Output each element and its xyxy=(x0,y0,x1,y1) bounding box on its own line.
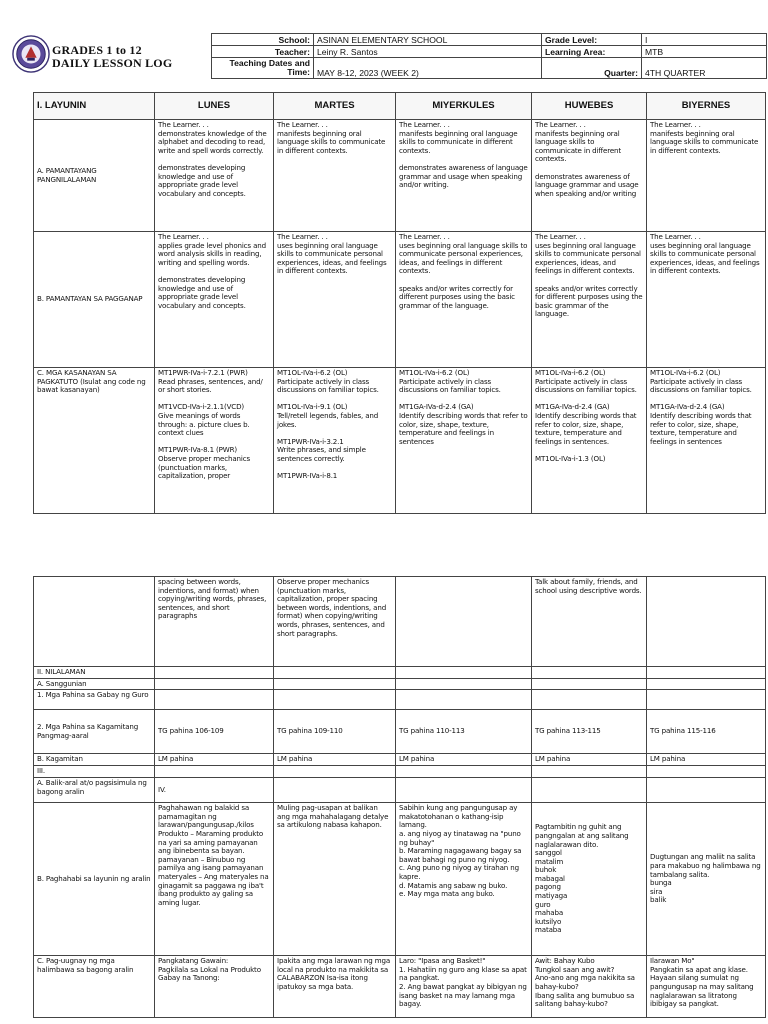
col-header-miyerkules: MIYERKULES xyxy=(396,93,532,120)
table-cell xyxy=(274,690,396,710)
table-cell: LM pahina xyxy=(155,754,274,766)
table-row xyxy=(34,803,766,956)
grade-label: Grade Level: xyxy=(542,34,642,46)
table-cell: Pangkatang Gawain: Pagkilala sa Lokal na Produkto Gabay na Tanong: xyxy=(155,956,274,1018)
table-cell xyxy=(274,667,396,679)
table-row xyxy=(34,778,766,803)
row-label: B. PAMANTAYAN SA PAGGANAP xyxy=(34,232,155,368)
table-cell: MT1OL-IVa-i-6.2 (OL) Participate actively in class discussions on familiar topics. MT1GA-IVa-d-2.4 (GA) Identify describing words that refer to color, size, shape, texture, temperature and feelings in sentences xyxy=(396,368,532,514)
dates-value: MAY 8-12, 2023 (WEEK 2) xyxy=(314,58,542,79)
table-cell: The Learner. . . uses beginning oral language skills to communicate personal experiences, ideas, and feelings in different contexts. speaks and/or writes correctly for different purposes using the basic grammar of the language. xyxy=(396,232,532,368)
table-cell: Ipakita ang mga larawan ng mga local na produkto na makikita sa CALABARZON Isa-isa itong ipatukoy sa mga bata. xyxy=(274,956,396,1018)
school-label: School: xyxy=(212,34,314,46)
col-header-huwebes: HUWEBES xyxy=(532,93,647,120)
school-value: ASINAN ELEMENTARY SCHOOL xyxy=(314,34,542,46)
table-row xyxy=(34,710,766,754)
area-value: MTB xyxy=(642,46,767,58)
title-line-2: DAILY LESSON LOG xyxy=(52,56,173,70)
grade-value: I xyxy=(642,34,767,46)
table-row xyxy=(34,368,766,514)
col-header-biyernes: BIYERNES xyxy=(647,93,766,120)
table-cell: LM pahina xyxy=(647,754,766,766)
table-cell xyxy=(532,667,647,679)
table-cell xyxy=(274,766,396,778)
row-label: A. Sanggunian xyxy=(34,678,155,690)
table-cell xyxy=(396,766,532,778)
table-cell: TG pahina 106-109 xyxy=(155,710,274,754)
table-cell: IV. xyxy=(155,778,274,803)
table-cell: The Learner. . . manifests beginning oral language skills to communicate in different contexts. demonstrates awareness of language grammar and usage when speaking and/or writing. xyxy=(396,120,532,232)
row-label: A. PAMANTAYANG PANGNILALAMAN xyxy=(34,120,155,232)
table-cell xyxy=(647,778,766,803)
row-label: B. Paghahabi sa layunin ng aralin xyxy=(34,803,155,956)
dates-label: Teaching Dates and Time: xyxy=(212,58,314,79)
table-cell: The Learner. . . applies grade level phonics and word analysis skills in reading, writing and spelling words. demonstrates developing knowledge and use of appropriate grade level vocabulary and concepts. xyxy=(155,232,274,368)
table-row xyxy=(34,956,766,1018)
row-label: II. NILALAMAN xyxy=(34,667,155,679)
table-cell xyxy=(532,690,647,710)
table-cell: Ilarawan Mo" Pangkatin sa apat ang klase. Hayaan silang sumulat ng pangungusap na may salitang naglalarawan sa litratong ibibigay sa pangkat. xyxy=(647,956,766,1018)
quarter-value: 4TH QUARTER xyxy=(642,58,767,79)
table-cell: MT1OL-IVa-i-6.2 (OL) Participate actively in class discussions on familiar topics. MT1GA-IVa-d-2.4 (GA) Identify describing words that refer to color, size, shape, texture, temperature and feelings in sentences xyxy=(647,368,766,514)
area-label: Learning Area: xyxy=(542,46,642,58)
table-cell: The Learner. . . manifests beginning oral language skills to communicate in different contexts. xyxy=(647,120,766,232)
table-cell: Awit: Bahay Kubo Tungkol saan ang awit? Ano-ano ang mga nakikita sa bahay-kubo? Ibang salita ang bumubuo sa salitang bahay-kubo? xyxy=(532,956,647,1018)
deped-seal-logo xyxy=(12,35,50,73)
row-label: 2. Mga Pahina sa Kagamitang Pangmag-aaral xyxy=(34,710,155,754)
table-cell xyxy=(396,678,532,690)
row-label: III. xyxy=(34,766,155,778)
table-row xyxy=(34,232,766,368)
table-row xyxy=(34,690,766,710)
table-row xyxy=(34,766,766,778)
quarter-label: Quarter: xyxy=(542,58,642,79)
table-cell xyxy=(396,778,532,803)
table-cell xyxy=(647,577,766,667)
lesson-objectives-table xyxy=(33,92,766,514)
table-cell xyxy=(647,667,766,679)
table-cell: Paghahawan ng balakid sa pamamagitan ng larawan/pangungusap./kilos Produkto – Maraming produkto na yari sa aming pamayanan ang ibinebenta sa bayan. pamayanan – Binubuo ng pamilya ang isang pamayanan materyales – Ang materyales na ginagamit sa paggawa ng iba't ibang produkto ay galing sa aming lugar. xyxy=(155,803,274,956)
col-header-layunin: I. LAYUNIN xyxy=(34,93,155,120)
table-cell xyxy=(396,577,532,667)
row-label: C. Pag-uugnay ng mga halimbawa sa bagong aralin xyxy=(34,956,155,1018)
table-cell: LM pahina xyxy=(396,754,532,766)
table-cell xyxy=(532,678,647,690)
table-cell xyxy=(155,678,274,690)
table-cell: The Learner. . . uses beginning oral language skills to communicate personal experiences, ideas, and feelings in different contexts. xyxy=(274,232,396,368)
table-cell: Pagtambitin ng guhit ang pangngalan at ang salitang naglalarawan dito. sanggol matalim buhok mabagal pagong matiyaga guro mahaba kutsilyo mataba xyxy=(532,803,647,956)
table-cell xyxy=(155,766,274,778)
table-cell: The Learner. . . uses beginning oral language skills to communicate personal experiences, ideas, and feelings in different contexts. speaks and/or writes correctly for different purposes using the basic grammar of the language. xyxy=(532,232,647,368)
row-label: C. MGA KASANAYAN SA PAGKATUTO (Isulat ang code ng bawat kasanayan) xyxy=(34,368,155,514)
table-cell: TG pahina 113-115 xyxy=(532,710,647,754)
table-cell: spacing between words, indentions, and format) when copying/writing words, phrases, sentences, and short paragraphs xyxy=(155,577,274,667)
title-line-1: GRADES 1 to 12 xyxy=(52,43,142,57)
table-cell: TG pahina 109-110 xyxy=(274,710,396,754)
teacher-value: Leiny R. Santos xyxy=(314,46,542,58)
table-cell: The Learner. . . demonstrates knowledge of the alphabet and decoding to read, write and spell words correctly. demonstrates developing knowledge and use of appropriate grade level vocabulary and concepts. xyxy=(155,120,274,232)
lesson-content-table xyxy=(33,576,766,1018)
col-header-martes: MARTES xyxy=(274,93,396,120)
col-header-lunes: LUNES xyxy=(155,93,274,120)
header-info-table xyxy=(211,33,767,79)
table-cell: Muling pag-usapan at balikan ang mga mahahalagang detalye sa artikulong nabasa kahapon. xyxy=(274,803,396,956)
table-cell: LM pahina xyxy=(532,754,647,766)
table-cell: Observe proper mechanics (punctuation marks, capitalization, proper spacing between words, indentions, and format) when copying/writing words, phrases, sentences, and short paragraphs. xyxy=(274,577,396,667)
table-cell xyxy=(155,667,274,679)
table-cell: MT1OL-IVa-i-6.2 (OL) Participate actively in class discussions on familiar topics. MT1OL-IVa-i-9.1 (OL) Tell/retell legends, fables, and jokes. MT1PWR-IVa-i-3.2.1 Write phrases, and simple sentences correctly. MT1PWR-IVa-i-8.1 xyxy=(274,368,396,514)
table-cell xyxy=(532,778,647,803)
table-cell xyxy=(274,678,396,690)
row-label: A. Balik-aral at/o pagsisimula ng bagong aralin xyxy=(34,778,155,803)
table-row xyxy=(34,120,766,232)
table-row xyxy=(34,678,766,690)
row-label: 1. Mga Pahina sa Gabay ng Guro xyxy=(34,690,155,710)
table-cell xyxy=(647,690,766,710)
table-cell: MT1PWR-IVa-i-7.2.1 (PWR) Read phrases, sentences, and/ or short stories. MT1VCD-IVa-i-2.1.1(VCD) Give meanings of words through: a. picture clues b. context clues MT1PWR-IVa-8.1 (PWR) Observe proper mechanics (punctuation marks, capitalization, proper xyxy=(155,368,274,514)
table-cell: Laro: "Ipasa ang Basket!" 1. Hahatiin ng guro ang klase sa apat na pangkat. 2. Ang bawat pangkat ay bibigyan ng isang basket na may lamang mga bagay. xyxy=(396,956,532,1018)
teacher-label: Teacher: xyxy=(212,46,314,58)
table-cell: Talk about family, friends, and school using descriptive words. xyxy=(532,577,647,667)
table-cell xyxy=(396,667,532,679)
table-row xyxy=(34,667,766,679)
table-cell: The Learner. . . manifests beginning oral language skills to communicate in different contexts. xyxy=(274,120,396,232)
table-cell: The Learner. . . uses beginning oral language skills to communicate personal experiences, ideas, and feelings in different contexts. xyxy=(647,232,766,368)
table-cell xyxy=(532,766,647,778)
row-label xyxy=(34,577,155,667)
table-cell xyxy=(647,678,766,690)
table-row xyxy=(34,577,766,667)
table-cell: TG pahina 115-116 xyxy=(647,710,766,754)
row-label: B. Kagamitan xyxy=(34,754,155,766)
table-cell: MT1OL-IVa-i-6.2 (OL) Participate actively in class discussions on familiar topics. MT1GA-IVa-d-2.4 (GA) Identify describing words that refer to color, size, shape, texture, temperature and feelings in sentences. MT1OL-IVa-i-1.3 (OL) xyxy=(532,368,647,514)
table-cell: TG pahina 110-113 xyxy=(396,710,532,754)
table-cell: Dugtungan ang maliit na salita para makabuo ng halimbawa ng tambalang salita. bunga sira balik xyxy=(647,803,766,956)
table-cell: Sabihin kung ang pangungusap ay makatotohanan o kathang-isip lamang. a. ang niyog ay tinatawag na "puno ng buhay" b. Maraming nagagawang bagay sa bawat bahagi ng puno ng niyog. c. Ang puno ng niyog ay tirahan ng kapre. d. Matamis ang sabaw ng buko. e. May mga mata ang buko. xyxy=(396,803,532,956)
table-row xyxy=(34,754,766,766)
table-cell xyxy=(274,778,396,803)
table-cell: The Learner. . . manifests beginning oral language skills to communicate in different contexts. demonstrates awareness of language grammar and usage when speaking and/or writing xyxy=(532,120,647,232)
table-cell: LM pahina xyxy=(274,754,396,766)
table-cell xyxy=(396,690,532,710)
table-cell xyxy=(155,690,274,710)
table-cell xyxy=(647,766,766,778)
